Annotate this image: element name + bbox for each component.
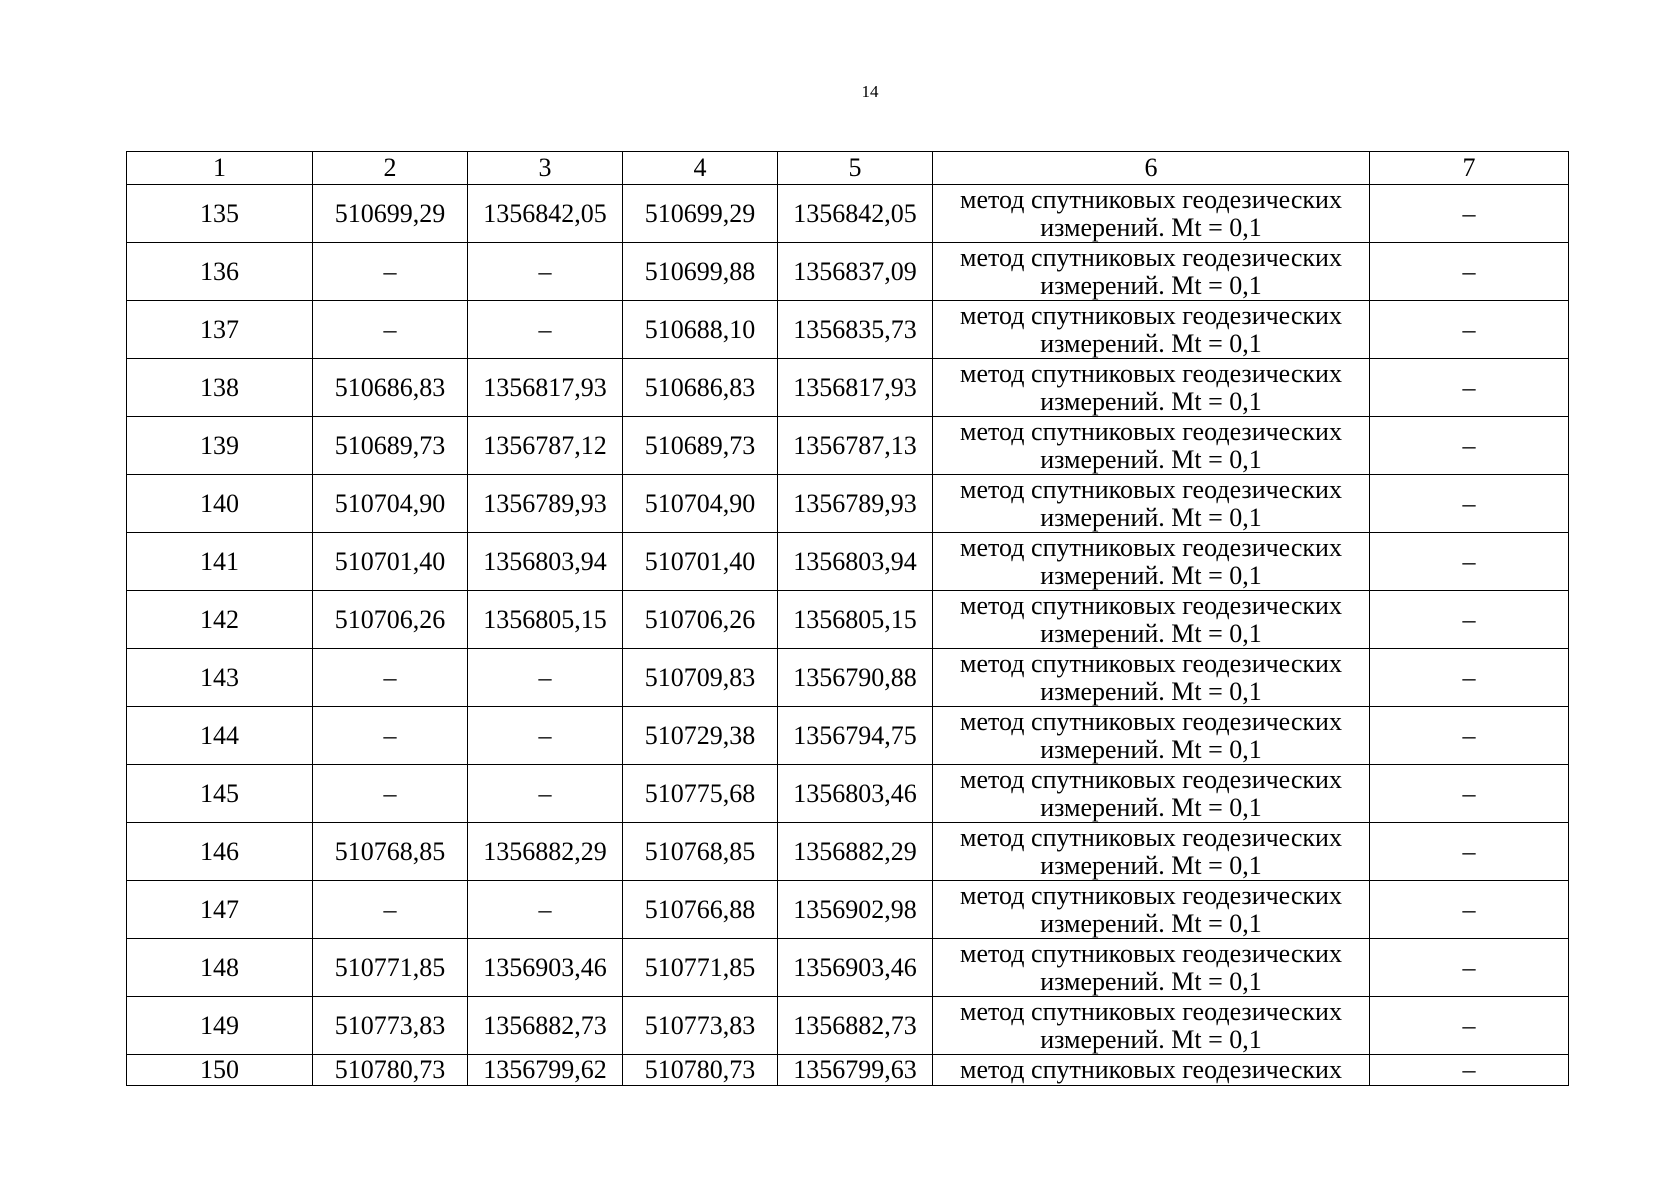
method-line-2: измерений. Mt = 0,1 [1040, 734, 1262, 764]
column-header: 1 [127, 152, 313, 185]
note-cell: – [1370, 185, 1569, 243]
coordinate-x-cell: 510704,90 [313, 475, 468, 533]
method-cell [933, 185, 1370, 243]
coordinate-x-new-cell: 510688,10 [623, 301, 778, 359]
coordinate-x-new-cell: 510766,88 [623, 881, 778, 939]
table-row [127, 997, 1569, 1055]
method-line-1: метод спутниковых геодезических [960, 649, 1342, 679]
coordinate-y-cell: – [468, 707, 623, 765]
method-line-1: метод спутниковых геодезических [960, 533, 1342, 563]
coordinate-y-new-cell: 1356787,13 [778, 417, 933, 475]
point-number-cell: 145 [127, 765, 313, 823]
coordinate-y-cell: – [468, 881, 623, 939]
coordinate-y-cell: 1356803,94 [468, 533, 623, 591]
method-cell [933, 765, 1370, 823]
method-line-1: метод спутниковых геодезических [960, 417, 1342, 447]
coordinate-x-new-cell: 510775,68 [623, 765, 778, 823]
method-line-2: измерений. Mt = 0,1 [1040, 270, 1262, 300]
method-line-2: измерений. Mt = 0,1 [1040, 966, 1262, 996]
page-number: 14 [861, 82, 879, 101]
table-row [127, 185, 1569, 243]
point-number-cell: 147 [127, 881, 313, 939]
coordinate-y-cell: – [468, 765, 623, 823]
note-cell: – [1370, 243, 1569, 301]
coordinate-y-new-cell: 1356882,29 [778, 823, 933, 881]
method-cell [933, 881, 1370, 939]
coordinate-x-cell: 510768,85 [313, 823, 468, 881]
method-line-1: метод спутниковых геодезических [960, 185, 1342, 215]
coordinate-y-new-cell: 1356835,73 [778, 301, 933, 359]
coordinate-y-new-cell: 1356817,93 [778, 359, 933, 417]
method-cell [933, 417, 1370, 475]
coordinate-x-new-cell: 510768,85 [623, 823, 778, 881]
method-line-2: измерений. Mt = 0,1 [1040, 792, 1262, 822]
method-line-1: метод спутниковых геодезических [960, 359, 1342, 389]
coordinate-x-new-cell: 510773,83 [623, 997, 778, 1055]
coordinate-x-cell: – [313, 881, 468, 939]
coordinate-x-cell: 510686,83 [313, 359, 468, 417]
coordinate-x-new-cell: 510771,85 [623, 939, 778, 997]
coordinate-x-cell: 510689,73 [313, 417, 468, 475]
method-cell [933, 707, 1370, 765]
coordinate-y-new-cell: 1356837,09 [778, 243, 933, 301]
method-cell [933, 1055, 1370, 1086]
coordinate-x-cell: 510771,85 [313, 939, 468, 997]
coordinate-y-new-cell: 1356803,46 [778, 765, 933, 823]
note-cell: – [1370, 997, 1569, 1055]
method-cell [933, 301, 1370, 359]
method-line-2: измерений. Mt = 0,1 [1040, 212, 1262, 242]
table-row [127, 359, 1569, 417]
point-number-cell: 148 [127, 939, 313, 997]
method-line-2: измерений. Mt = 0,1 [1040, 502, 1262, 532]
table-row [127, 301, 1569, 359]
column-header: 5 [778, 152, 933, 185]
coordinate-y-new-cell: 1356799,63 [778, 1055, 933, 1086]
column-header: 4 [623, 152, 778, 185]
note-cell: – [1370, 417, 1569, 475]
coordinate-y-new-cell: 1356902,98 [778, 881, 933, 939]
coordinate-x-cell: – [313, 301, 468, 359]
method-line-2: измерений. Mt = 0,1 [1040, 1024, 1262, 1054]
point-number-cell: 149 [127, 997, 313, 1055]
method-line-2: измерений. Mt = 0,1 [1040, 850, 1262, 880]
method-cell [933, 533, 1370, 591]
method-line-1: метод спутниковых геодезических [960, 997, 1342, 1027]
table-row [127, 417, 1569, 475]
coordinate-y-new-cell: 1356882,73 [778, 997, 933, 1055]
method-line-2: измерений. Mt = 0,1 [1040, 618, 1262, 648]
method-cell [933, 823, 1370, 881]
coordinate-x-cell: – [313, 243, 468, 301]
method-line-2: измерений. Mt = 0,1 [1040, 328, 1262, 358]
coordinate-y-new-cell: 1356903,46 [778, 939, 933, 997]
method-cell [933, 939, 1370, 997]
method-line-2: измерений. Mt = 0,1 [1040, 444, 1262, 474]
note-cell: – [1370, 765, 1569, 823]
column-header: 7 [1370, 152, 1569, 185]
coordinate-y-cell: 1356882,73 [468, 997, 623, 1055]
point-number-cell: 139 [127, 417, 313, 475]
coordinate-x-new-cell: 510699,88 [623, 243, 778, 301]
column-header: 2 [313, 152, 468, 185]
method-cell [933, 997, 1370, 1055]
table-body [127, 152, 1569, 1086]
point-number-cell: 136 [127, 243, 313, 301]
note-cell: – [1370, 591, 1569, 649]
coordinate-x-cell: 510773,83 [313, 997, 468, 1055]
table-row [127, 823, 1569, 881]
coordinate-x-new-cell: 510701,40 [623, 533, 778, 591]
table-row [127, 707, 1569, 765]
point-number-cell: 144 [127, 707, 313, 765]
method-cell [933, 591, 1370, 649]
coordinate-x-cell: 510701,40 [313, 533, 468, 591]
point-number-cell: 137 [127, 301, 313, 359]
method-line-1: метод спутниковых геодезических [960, 881, 1342, 911]
coordinate-y-new-cell: 1356805,15 [778, 591, 933, 649]
method-line-2: измерений. Mt = 0,1 [1040, 560, 1262, 590]
coordinate-x-cell: 510699,29 [313, 185, 468, 243]
note-cell: – [1370, 475, 1569, 533]
coordinate-y-new-cell: 1356794,75 [778, 707, 933, 765]
table-header-row [127, 152, 1569, 185]
coordinate-x-new-cell: 510699,29 [623, 185, 778, 243]
method-line-1: метод спутниковых геодезических [960, 591, 1342, 621]
table-row [127, 243, 1569, 301]
coordinate-y-new-cell: 1356789,93 [778, 475, 933, 533]
point-number-cell: 140 [127, 475, 313, 533]
coordinate-x-new-cell: 510709,83 [623, 649, 778, 707]
table-row [127, 1055, 1569, 1086]
coordinate-y-cell: 1356882,29 [468, 823, 623, 881]
point-number-cell: 142 [127, 591, 313, 649]
coordinate-x-new-cell: 510689,73 [623, 417, 778, 475]
point-number-cell: 141 [127, 533, 313, 591]
table-row [127, 939, 1569, 997]
coordinate-x-cell: – [313, 707, 468, 765]
method-line-1: метод спутниковых геодезических [960, 765, 1342, 795]
table-row [127, 765, 1569, 823]
method-line-1: метод спутниковых геодезических [960, 475, 1342, 505]
method-line-2: измерений. Mt = 0,1 [1040, 676, 1262, 706]
coordinate-x-new-cell: 510706,26 [623, 591, 778, 649]
coordinate-x-cell: – [313, 765, 468, 823]
table-row [127, 881, 1569, 939]
coordinate-x-new-cell: 510686,83 [623, 359, 778, 417]
coordinate-x-new-cell: 510780,73 [623, 1055, 778, 1086]
coordinate-y-cell: 1356787,12 [468, 417, 623, 475]
coordinate-y-cell: – [468, 243, 623, 301]
method-line-1: метод спутниковых геодезических [960, 243, 1342, 273]
coordinate-y-cell: 1356799,62 [468, 1055, 623, 1086]
coordinate-x-new-cell: 510729,38 [623, 707, 778, 765]
note-cell: – [1370, 359, 1569, 417]
method-line-1: метод спутниковых геодезических [960, 939, 1342, 969]
table-row [127, 533, 1569, 591]
coordinate-x-cell: – [313, 649, 468, 707]
method-line-2: измерений. Mt = 0,1 [1040, 908, 1262, 938]
note-cell: – [1370, 707, 1569, 765]
coordinate-y-cell: 1356789,93 [468, 475, 623, 533]
table-row [127, 591, 1569, 649]
coordinate-y-cell: 1356817,93 [468, 359, 623, 417]
point-number-cell: 143 [127, 649, 313, 707]
column-header: 6 [933, 152, 1370, 185]
method-cell [933, 359, 1370, 417]
coordinates-table [126, 151, 1569, 1086]
table-row [127, 475, 1569, 533]
coordinate-y-cell: 1356842,05 [468, 185, 623, 243]
coordinate-y-cell: 1356903,46 [468, 939, 623, 997]
coordinate-x-cell: 510780,73 [313, 1055, 468, 1086]
coordinate-y-new-cell: 1356803,94 [778, 533, 933, 591]
note-cell: – [1370, 881, 1569, 939]
method-line-2: измерений. Mt = 0,1 [1040, 386, 1262, 416]
method-cell [933, 649, 1370, 707]
method-line-1: метод спутниковых геодезических [960, 707, 1342, 737]
note-cell: – [1370, 823, 1569, 881]
method-cell [933, 243, 1370, 301]
coordinate-y-cell: – [468, 649, 623, 707]
note-cell: – [1370, 301, 1569, 359]
coordinate-y-cell: 1356805,15 [468, 591, 623, 649]
table-row [127, 649, 1569, 707]
method-cell [933, 475, 1370, 533]
coordinate-y-new-cell: 1356842,05 [778, 185, 933, 243]
method-line-1: метод спутниковых геодезических [960, 823, 1342, 853]
coordinate-x-cell: 510706,26 [313, 591, 468, 649]
note-cell: – [1370, 1055, 1569, 1086]
point-number-cell: 150 [127, 1055, 313, 1086]
note-cell: – [1370, 533, 1569, 591]
point-number-cell: 138 [127, 359, 313, 417]
column-header: 3 [468, 152, 623, 185]
note-cell: – [1370, 649, 1569, 707]
coordinate-y-cell: – [468, 301, 623, 359]
point-number-cell: 146 [127, 823, 313, 881]
method-line-1: метод спутниковых геодезических [960, 301, 1342, 331]
method-line-1: метод спутниковых геодезических [960, 1055, 1342, 1085]
note-cell: – [1370, 939, 1569, 997]
point-number-cell: 135 [127, 185, 313, 243]
coordinate-x-new-cell: 510704,90 [623, 475, 778, 533]
coordinate-y-new-cell: 1356790,88 [778, 649, 933, 707]
